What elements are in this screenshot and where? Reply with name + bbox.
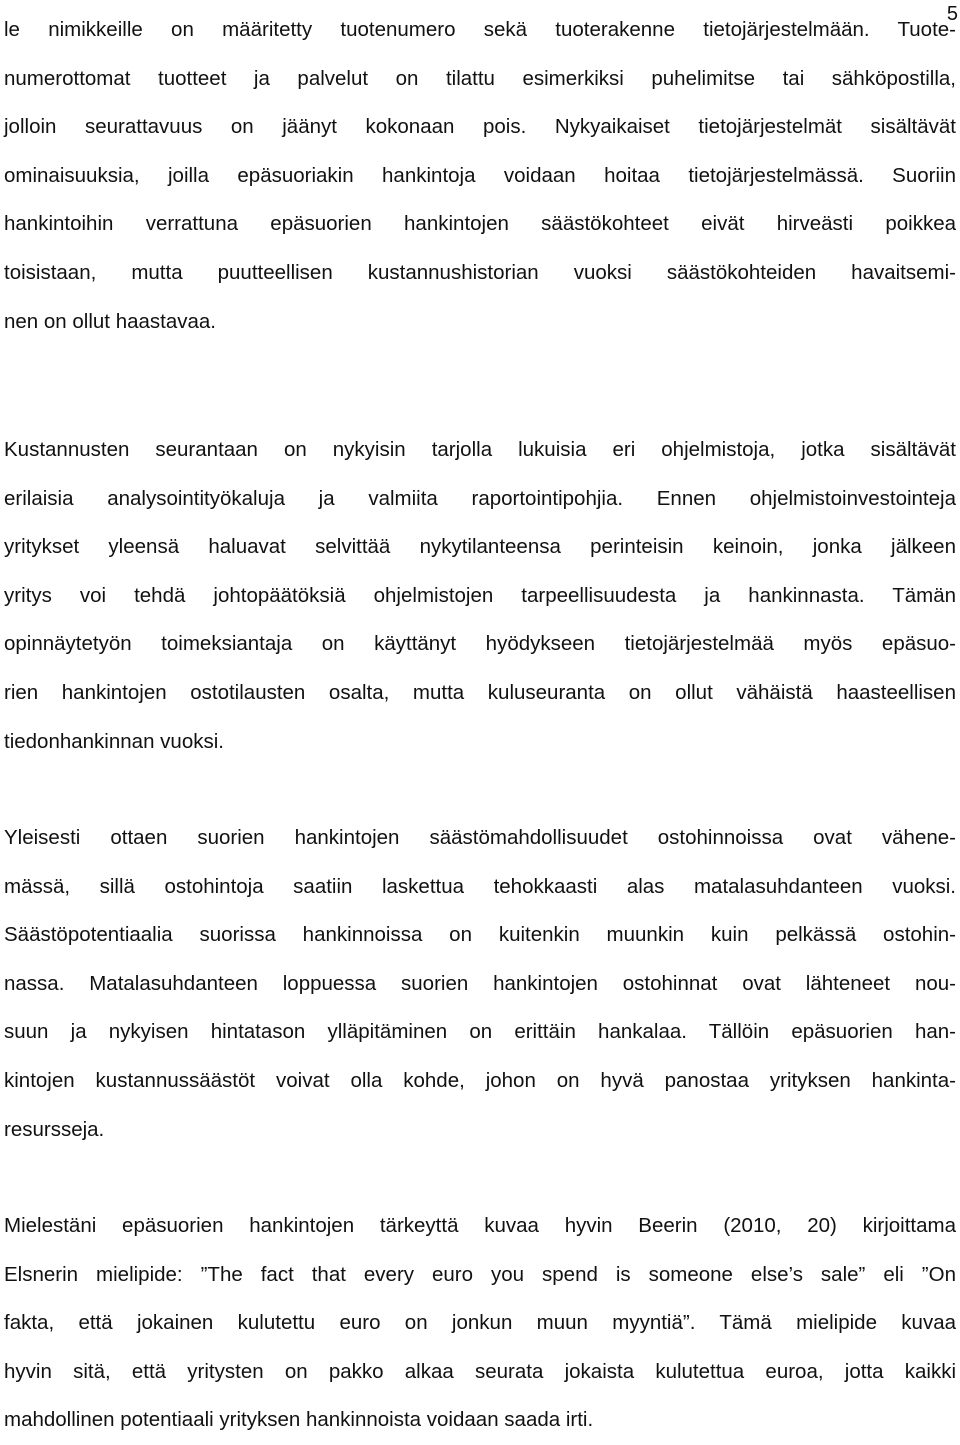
text-line: Kustannusten seurantaan on nykyisin tarjolla lukuisia eri ohjelmistoja, jotka sisältävät <box>4 438 956 461</box>
text-line: fakta, että jokainen kulutettu euro on jonkun muun myyntiä”. Tämä mielipide kuvaa <box>4 1311 956 1335</box>
text-line: mahdollinen potentiaali yrityksen hankinnoista voidaan saada irti. <box>4 1408 594 1432</box>
text-line: opinnäytetyön toimeksiantaja on käyttänyt hyödykseen tietojärjestelmää myös epäsuo- <box>4 632 956 656</box>
text-line: ominaisuuksia, joilla epäsuoriakin hankintoja voidaan hoitaa tietojärjestelmässä. Suoriin <box>4 163 956 187</box>
text-line: yritys voi tehdä johtopäätöksiä ohjelmistojen tarpeellisuudesta ja hankinnasta. Tämän <box>4 583 956 607</box>
text-line: hankintoihin verrattuna epäsuorien hankintojen säästökohteet eivät hirveästi poikkea <box>4 212 956 236</box>
text-line: suun ja nykyisen hintatason ylläpitäminen on erittäin hankalaa. Tällöin epäsuorien han- <box>4 1020 956 1044</box>
text-line: jolloin seurattavuus on jäänyt kokonaan pois. Nykyaikaiset tietojärjestelmät sisältävät <box>4 115 956 139</box>
text-line: Elsnerin mielipide: ”The fact that every euro you spend is someone else’s sale” eli ”On <box>4 1262 956 1286</box>
text-line: mässä, sillä ostohintoja saatiin laskettua tehokkaasti alas matalasuhdanteen vuoksi. <box>4 874 956 898</box>
text-line: Yleisesti ottaen suorien hankintojen säästömahdollisuudet ostohinnoissa ovat vähene- <box>4 826 956 849</box>
text-line: Mielestäni epäsuorien hankintojen tärkeyttä kuvaa hyvin Beerin (2010, 20) kirjoittama <box>4 1214 956 1237</box>
paragraph-1 <box>4 6 956 346</box>
text-line: rien hankintojen ostotilausten osalta, mutta kuluseuranta on ollut vähäistä haasteellisen <box>4 680 956 704</box>
page-number: 5 <box>946 3 958 25</box>
paragraph-4 <box>4 1202 956 1445</box>
paragraph-3 <box>4 814 956 1154</box>
text-line: nen on ollut haastavaa. <box>4 309 216 333</box>
text-line: Säästöpotentiaalia suorissa hankinnoissa on kuitenkin muunkin kuin pelkässä ostohin- <box>4 923 956 947</box>
text-line: resursseja. <box>4 1117 105 1141</box>
text-line: erilaisia analysointityökaluja ja valmiita raportointipohjia. Ennen ohjelmistoinvestointeja <box>4 486 956 510</box>
text-line: numerottomat tuotteet ja palvelut on tilattu esimerkiksi puhelimitse tai sähköpostilla, <box>4 66 956 90</box>
text-line: le nimikkeille on määritetty tuotenumero sekä tuoterakenne tietojärjestelmään. Tuote- <box>4 18 956 41</box>
paragraph-2 <box>4 426 956 766</box>
text-line: nassa. Matalasuhdanteen loppuessa suorien hankintojen ostohinnat ovat lähteneet nou- <box>4 971 956 995</box>
text-line: toisistaan, mutta puutteellisen kustannushistorian vuoksi säästökohteiden havaitsemi- <box>4 260 956 284</box>
text-line: hyvin sitä, että yritysten on pakko alkaa seurata jokaista kulutettua euroa, jotta kaikki <box>4 1359 956 1383</box>
text-line: tiedonhankinnan vuoksi. <box>4 729 224 753</box>
text-line: yritykset yleensä haluavat selvittää nykytilanteensa perinteisin keinoin, jonka jälkeen <box>4 535 956 559</box>
text-line: kintojen kustannussäästöt voivat olla kohde, johon on hyvä panostaa yrityksen hankinta- <box>4 1068 956 1092</box>
